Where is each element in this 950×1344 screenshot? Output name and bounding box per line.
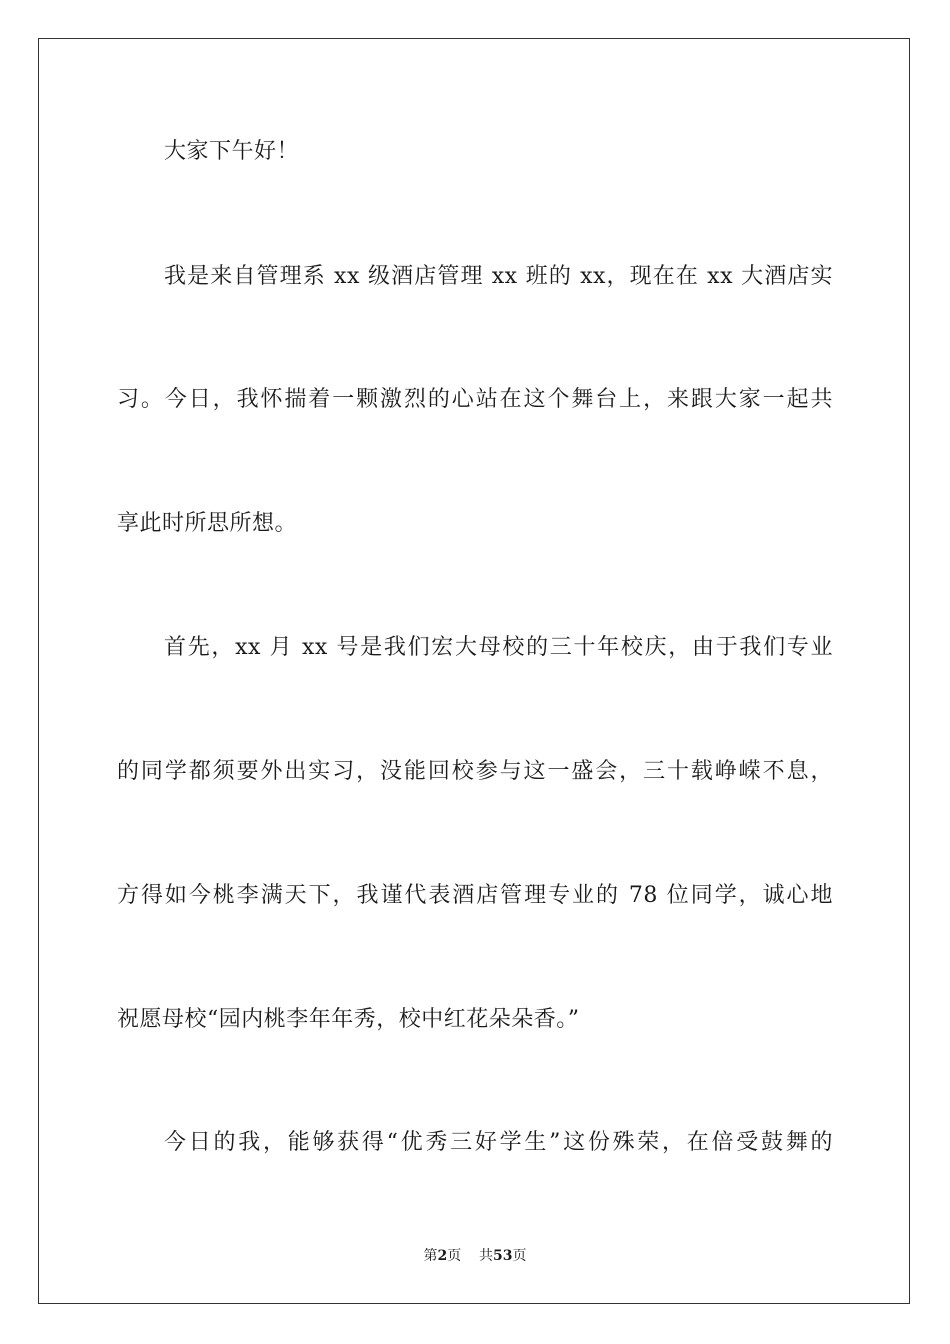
- total-prefix: 共: [479, 1248, 494, 1264]
- total-pages: 53: [493, 1248, 513, 1264]
- page-border: [38, 38, 910, 1304]
- paragraph-line: 享此时所思所想。: [117, 511, 298, 536]
- page-suffix: 页: [447, 1248, 462, 1264]
- paragraph-line: 祝愿母校“园内桃李年年秀，校中红花朵朵香。”: [117, 1007, 580, 1032]
- paragraph-line: 我是来自管理系 xx 级酒店管理 xx 班的 xx，现在在 xx 大酒店实: [164, 264, 833, 289]
- paragraph-line: 方得如今桃李满天下，我谨代表酒店管理专业的 78 位同学，诚心地: [117, 883, 833, 908]
- paragraph-line: 的同学都须要外出实习，没能回校参与这一盛会，三十载峥嵘不息，: [117, 759, 833, 784]
- page-number: 2: [437, 1248, 448, 1264]
- paragraph-line: 首先，xx 月 xx 号是我们宏大母校的三十年校庆，由于我们专业: [164, 635, 833, 660]
- paragraph-line: 习。今日，我怀揣着一颗激烈的心站在这个舞台上，来跟大家一起共: [117, 387, 833, 412]
- greeting-line: 大家下午好！: [164, 139, 300, 164]
- total-suffix: 页: [512, 1248, 527, 1264]
- paragraph-line: 今日的我，能够获得“优秀三好学生”这份殊荣，在倍受鼓舞的: [164, 1130, 833, 1155]
- page-footer: [0, 1247, 950, 1265]
- page-prefix: 第: [423, 1248, 438, 1264]
